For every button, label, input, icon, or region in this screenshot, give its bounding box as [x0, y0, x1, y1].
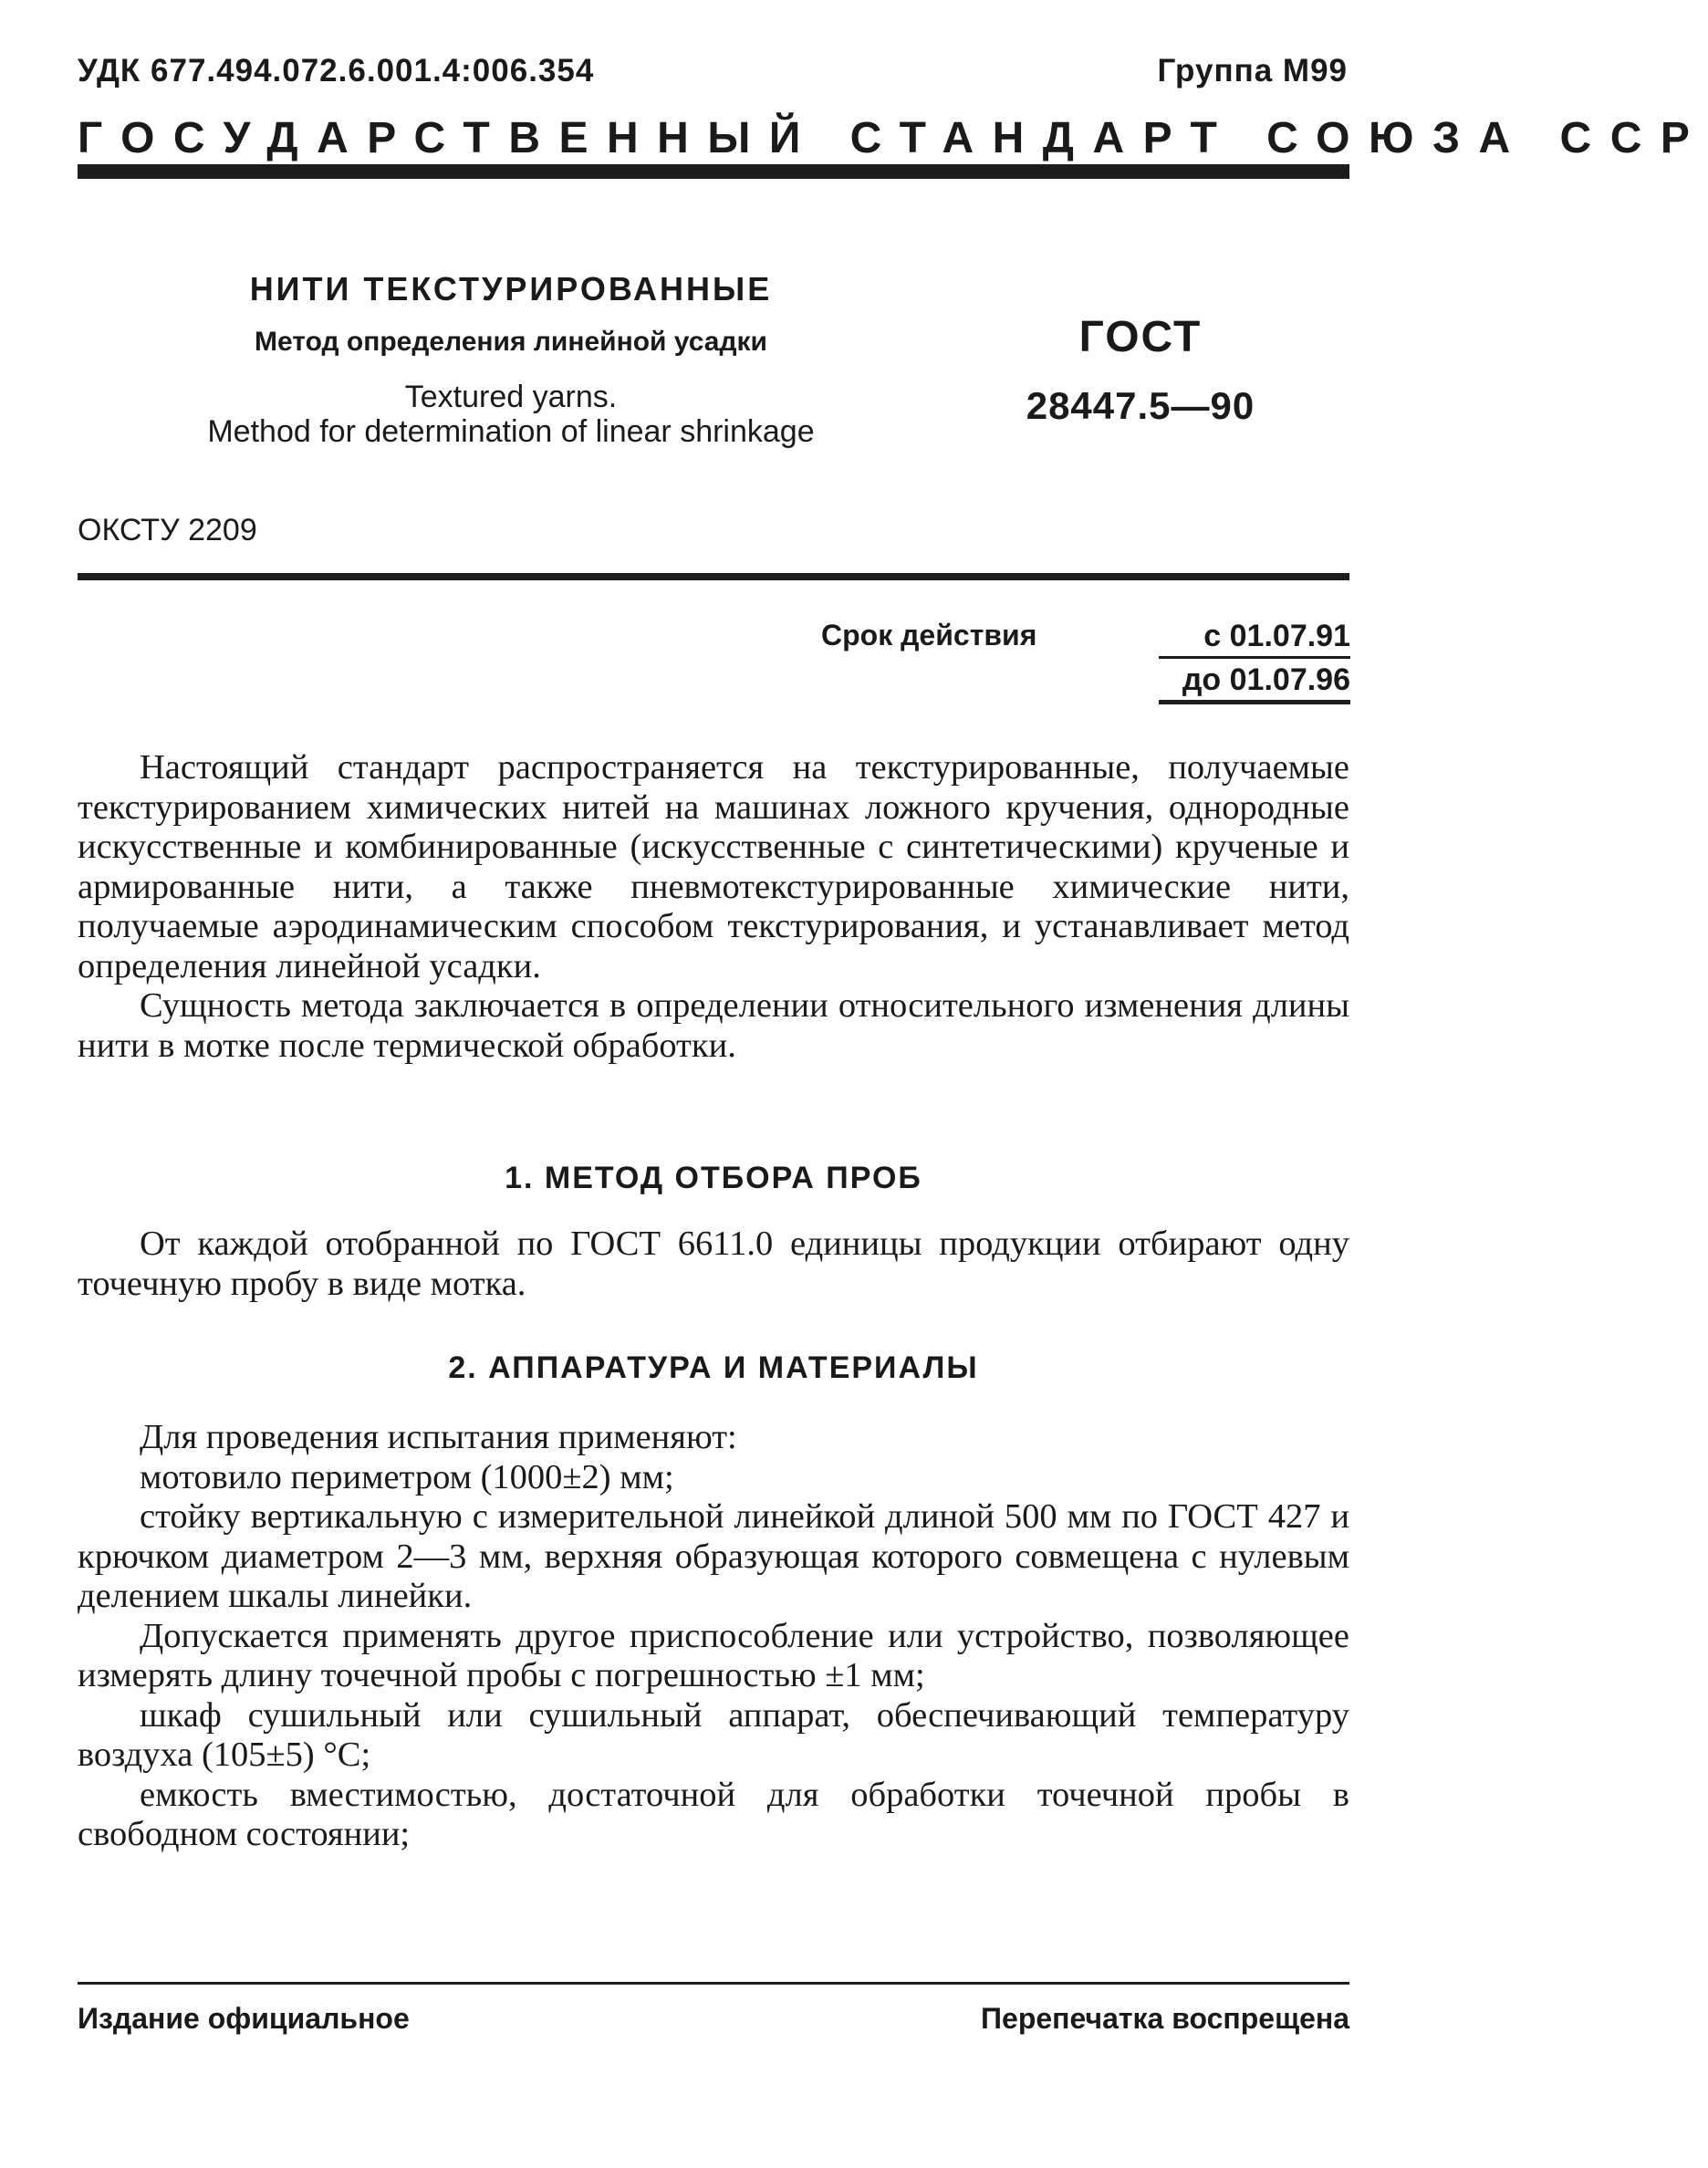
document-title: НИТИ ТЕКСТУРИРОВАННЫЕ	[249, 270, 773, 307]
title-block	[146, 270, 876, 449]
section-2-item: стойку вертикальную с измерительной линейкой длиной 500 мм по ГОСТ 427 и крючком диаметром 2—3 мм, верхняя образующая которого совмещена с нулевым делением шкалы линейки.	[78, 1497, 1349, 1615]
header-rule	[78, 164, 1349, 179]
footer-reprint-notice: Перепечатка воспрещена	[981, 2002, 1349, 2035]
validity-label: Срок действия	[821, 619, 1037, 651]
section-1-body	[78, 1225, 1349, 1304]
document-subtitle: Метод определения линейной усадки	[255, 327, 767, 357]
gost-number: 28447.5—90	[1026, 384, 1255, 427]
section-1-heading: 1. МЕТОД ОТБОРА ПРОБ	[505, 1161, 922, 1195]
okstu-code: ОКСТУ 2209	[78, 513, 257, 547]
validity-to: до 01.07.96	[1159, 662, 1350, 704]
gost-label: ГОСТ	[1078, 313, 1203, 361]
group-code: Группа М99	[1157, 53, 1348, 89]
footer-rule	[78, 1982, 1349, 1985]
footer-official-edition: Издание официальное	[78, 2002, 410, 2035]
validity-period	[821, 617, 1350, 717]
intro-paragraph: Сущность метода заключается в определении относительного изменения длины нити в мотке после термической обработки.	[78, 986, 1349, 1065]
section-2-item: шкаф сушильный или сушильный аппарат, обеспечивающий температуру воздуха (105±5) °С;	[78, 1695, 1349, 1774]
section-2-body	[78, 1418, 1349, 1855]
section-2-item: Допускается применять другое приспособление или устройство, позволяющее измерять длину точечной пробы с погрешностью ±1 мм;	[78, 1616, 1349, 1694]
section-2-item: емкость вместимостью, достаточной для обработки точечной пробы в свободном состоянии;	[78, 1775, 1349, 1853]
validity-from: с 01.07.91	[1159, 619, 1350, 659]
introduction	[78, 748, 1349, 1066]
state-standard-banner: ГОСУДАРСТВЕННЫЙ СТАНДАРТ СОЮЗА ССР	[78, 114, 1708, 162]
title-rule	[78, 573, 1349, 580]
intro-paragraph: Настоящий стандарт распространяется на текстурированные, получаемые текстурированием химических нитей на машинах ложного кручения, однородные искусственные и комбинированные (искусственные с синтетическими) крученые и армированные нити, а также пневмотекстурированные химические нити, получаемые аэродинамическим способом текстурирования, и устанавливает метод определения линейной усадки.	[78, 748, 1349, 985]
section-2-item: мотовило периметром (1000±2) мм;	[140, 1457, 674, 1496]
section-1-paragraph: От каждой отобранной по ГОСТ 6611.0 единицы продукции отбирают одну точечную пробу в виде мотка.	[78, 1225, 1349, 1303]
section-2-item: Для проведения испытания применяют:	[140, 1418, 737, 1456]
section-2-heading: 2. АППАРАТУРА И МАТЕРИАЛЫ	[448, 1350, 979, 1385]
english-title-line-1: Textured yarns.	[404, 380, 618, 414]
gost-designation	[1004, 312, 1277, 428]
udk-code: УДК 677.494.072.6.001.4:006.354	[78, 53, 595, 89]
english-title-line-2: Method for determination of linear shrinkage	[207, 414, 815, 449]
